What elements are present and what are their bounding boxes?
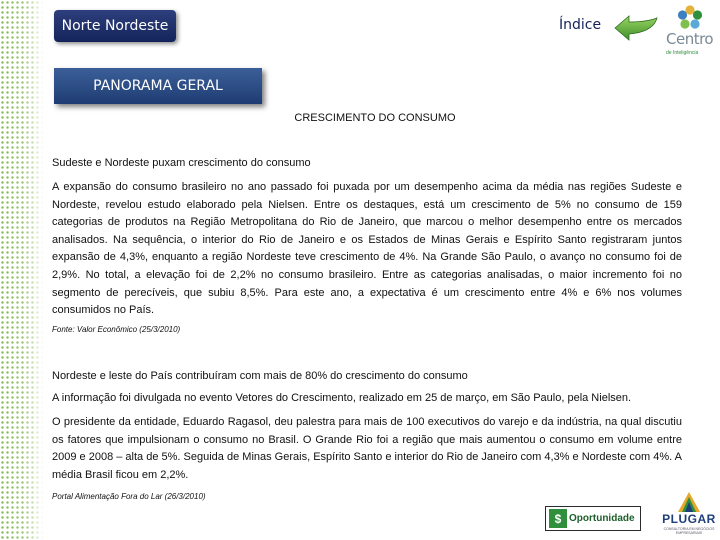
logo-subtitle: de Inteligência xyxy=(666,50,699,56)
document-title: CRESCIMENTO DO CONSUMO xyxy=(294,112,456,124)
logo-flower-icon xyxy=(676,4,704,32)
plugar-logo xyxy=(658,492,720,538)
centro-inteligencia-logo xyxy=(664,4,716,64)
plugar-name: PLUGAR xyxy=(662,512,716,526)
opportunity-label: Oportunidade xyxy=(569,513,635,524)
article-1-source: Fonte: Valor Econômico (25/3/2010) xyxy=(52,325,181,334)
plugar-subtitle: CONSULTORIA EM NEGÓCIOS EMPRESARIAIS xyxy=(663,527,715,535)
region-badge: Norte Nordeste xyxy=(54,10,176,42)
article-2-source: Portal Alimentação Fora do Lar (26/3/2010) xyxy=(52,492,206,501)
dot-strip-fade xyxy=(0,0,44,540)
article-2-paragraph-1: A informação foi divulgada no evento Vetores do Crescimento, realizado em 25 de março, em São Paulo, pela Nielsen. xyxy=(52,392,632,404)
logo-name: Centro xyxy=(666,30,714,48)
article-1-paragraph: A expansão do consumo brasileiro no ano passado foi puxada por um desempenho acima da média nas regiões Sudeste e Nordeste, revelou estudo elaborado pela Nielsen. Entre os destaques, está um crescimento de 5% no consumo de 159 categorias de produtos na Região Metropolitana do Rio de Janeiro, que marcou o melhor desempenho entre os mercados analisados. Na sequência, o interior do Rio de Janeiro e os Estados de Minas Gerais e Espírito Santo registraram juntos expansão de 4,3%, enquanto a região Nordeste teve crescimento de 4%. Na Grande São Paulo, o avanço no consumo foi de 2,9%. No total, a elevação foi de 2,2% no consumo brasileiro. Entre as categorias analisadas, o maior incremento foi no segmento de perecíveis, que subiu 8,5%. Para este ano, a expectativa é um crescimento entre 4% e 6% nos volumes consumidos no País. xyxy=(52,181,682,317)
article-1-heading: Sudeste e Nordeste puxam crescimento do consumo xyxy=(52,157,311,169)
opportunity-button[interactable] xyxy=(545,506,641,531)
index-link[interactable]: Índice xyxy=(559,17,602,33)
dollar-icon: $ xyxy=(549,509,567,528)
section-title-badge: PANORAMA GERAL xyxy=(54,68,262,104)
plugar-mark-icon xyxy=(678,492,700,512)
article-2-heading: Nordeste e leste do País contribuíram com mais de 80% do crescimento do consumo xyxy=(52,370,468,382)
article-2-paragraph-2: O presidente da entidade, Eduardo Ragasol, deu palestra para mais de 100 executivos do varejo e da indústria, na qual discutiu os fatores que impulsionam o consumo no Brasil. O Grande Rio foi a região que mais aumentou o consumo em volume entre 2009 e 2008 – alta de 5%. Seguida de Minas Gerais, Espírito Santo e interior do Rio de Janeiro com 4,3% e Nordeste com 4%. A média Brasil ficou em 2,2%. xyxy=(52,416,682,481)
back-arrow-icon[interactable] xyxy=(613,14,659,42)
